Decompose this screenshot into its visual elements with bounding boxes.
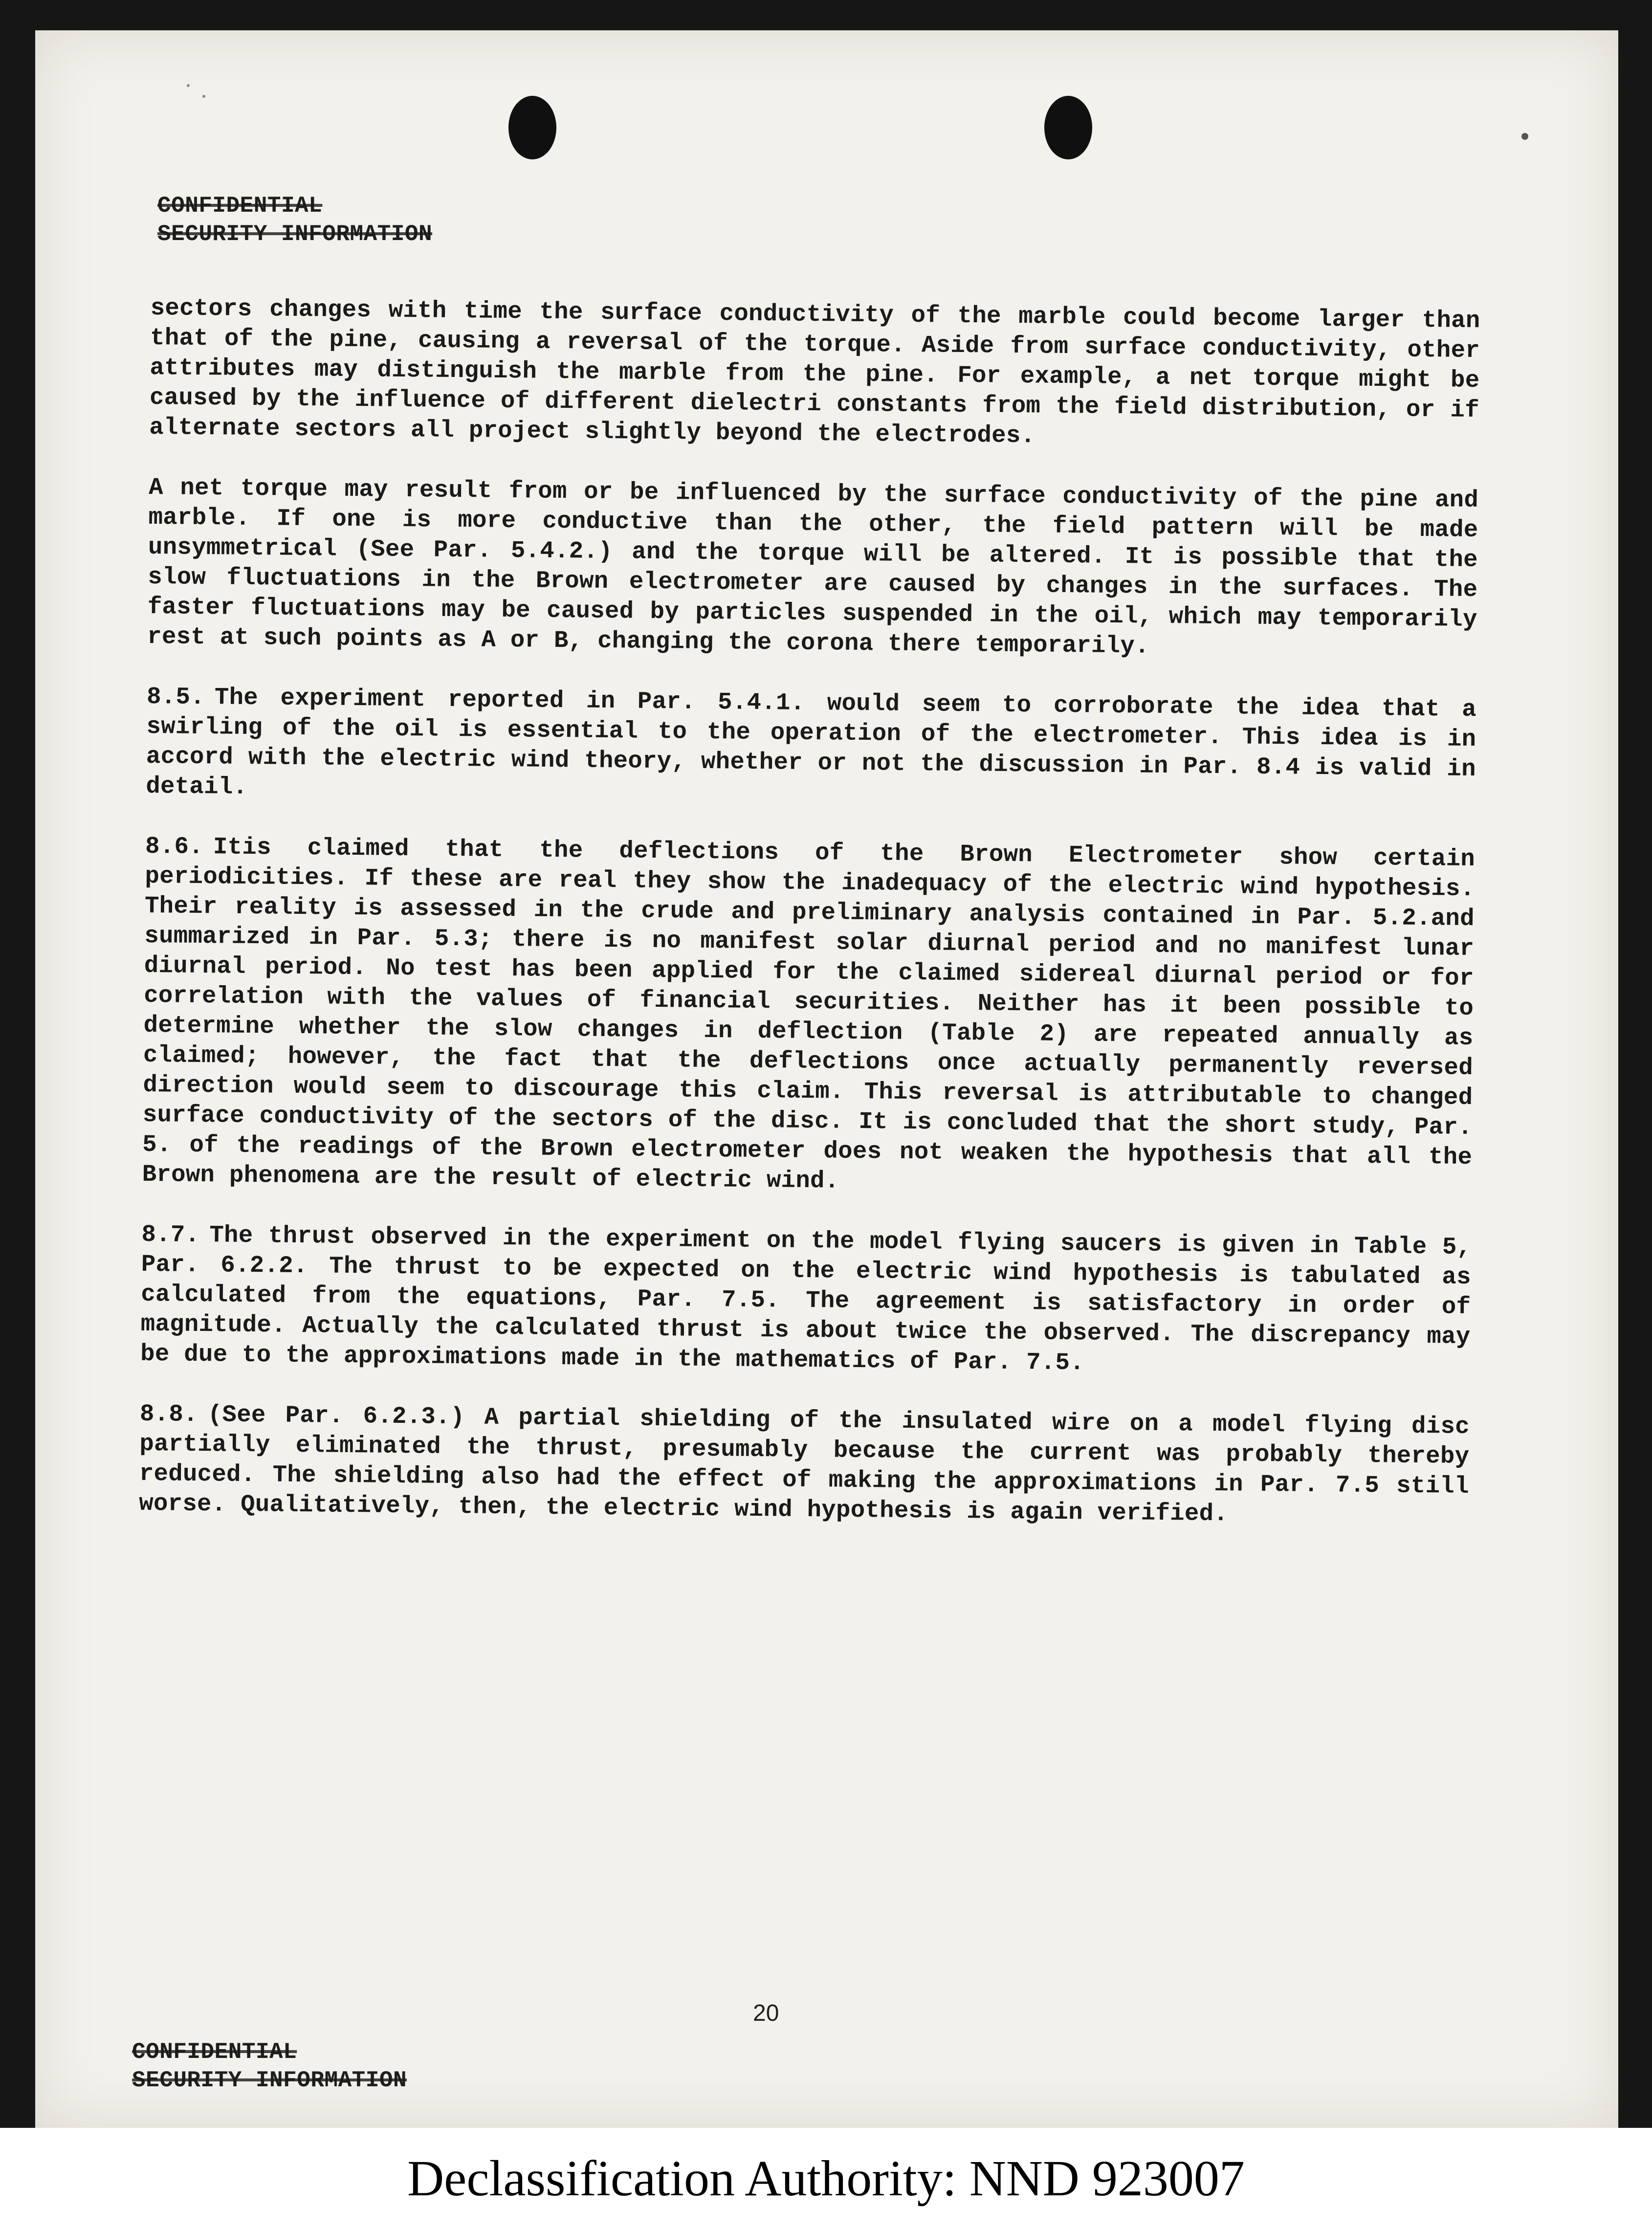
paragraph-8-7 bbox=[140, 1220, 1472, 1382]
paragraph-text: A net torque may result from or be influenced by the surface conductivity of the pine and marble. If one is more conductive than the other, the field pattern will be made unsymmetrical (See Par. 5.4.2.) and the torque will be altered. It is possible that the slow fluctuations in the Brown electrometer are caused by changes in the surfaces. The faster fluctuations may be caused by particles suspended in the oil, which may temporarily rest at such points as A or B, changing the corona there temporarily. bbox=[147, 473, 1479, 660]
header-marking-line2: SECURITY INFORMATION bbox=[157, 221, 433, 247]
page-number: 20 bbox=[753, 2000, 779, 2026]
header-classification-marking bbox=[157, 192, 432, 248]
paragraph-text: (See Par. 6.2.3.) A partial shielding of the insulated wire on a model flying disc partially eliminated the thrust, presumably because the current was probably thereby reduced. The shielding also had the effect of making the approximations in Par. 7.5 still worse. Qualitatively, then, the electric wind hypothesis is again verified. bbox=[138, 1401, 1470, 1528]
paragraph-continuation bbox=[149, 293, 1480, 455]
punch-hole-left bbox=[508, 96, 556, 159]
paragraph-number: 8.7. bbox=[141, 1220, 200, 1249]
paper-speck bbox=[1521, 133, 1528, 140]
punch-hole-right bbox=[1044, 96, 1092, 159]
paragraph-text: The experiment reported in Par. 5.4.1. would seem to corroborate the idea that a swirling of the oil is essential to the operation of the electrometer. This idea is in accord with the electric wind theory, whether or not the discussion in Par. 8.4 is valid in detail. bbox=[146, 684, 1477, 801]
paragraph-net-torque bbox=[147, 473, 1478, 664]
footer-marking-line1: CONFIDENTIAL bbox=[132, 2039, 297, 2065]
paragraph-number: 8.8. bbox=[139, 1400, 198, 1429]
paragraph-text: The thrust observed in the experiment on the model flying saucers is given in Table 5, Par. 6.2.2. The thrust to be expected on the electric wind hypothesis is tabulated as calculated from the equations, Par. 7.5. The agreement is satisfactory in order of magnitude. Actually the calculated thrust is about twice the observed. The discrepancy may be due to the approximations made in the mathematics of Par. 7.5. bbox=[140, 1221, 1472, 1377]
header-marking-line1: CONFIDENTIAL bbox=[157, 193, 323, 219]
paragraph-text: Itis claimed that the deflections of the Brown Electrometer show certain periodicities. If these are real they show the inadequacy of the electric wind hypothesis. Their reality is assessed in the crude and preliminary analysis contained in Par. 5.2.and summarized in Par. 5.3; there is no manifest solar diurnal period and no manifest lunar diurnal period. No test has been applied for the claimed sidereal diurnal period or for correlation with the values of financial securities. Neither has it been possible to determine whether the slow changes in deflection (Table 2) are repeated annually as claimed; however, the fact that the deflections once actually permanently reversed direction would seem to discourage this claim. This reversal is attributable to changed surface conductivity of the sectors of the disc. It is concluded that the short study, Par. 5. of the readings of the Brown electrometer does not weaken the hypothesis that all the Brown phenomena are the result of electric wind. bbox=[142, 833, 1476, 1195]
paper-speck bbox=[187, 84, 190, 87]
paragraph-8-6 bbox=[142, 832, 1475, 1202]
paragraph-text: sectors changes with time the surface conductivity of the marble could become larger than that of the pine, causing a reversal of the torque. Aside from surface conductivity, other attributes may distinguish the marble from the pine. For example, a net torque might be caused by the influence of different dielectri constants from the field distribution, or if alternate sectors all project slightly beyond the electrodes. bbox=[149, 294, 1480, 450]
paper-speck bbox=[202, 95, 205, 98]
paragraph-number: 8.5. bbox=[146, 683, 205, 711]
declassification-footer bbox=[0, 2128, 1652, 2232]
footer-marking-line2: SECURITY INFORMATION bbox=[132, 2068, 407, 2093]
paragraph-8-8 bbox=[139, 1399, 1470, 1531]
footer-classification-marking bbox=[132, 2038, 407, 2095]
body-text bbox=[138, 293, 1480, 1562]
paragraph-8-5 bbox=[146, 682, 1476, 814]
declassification-authority: Declassification Authority: NND 923007 bbox=[407, 2150, 1245, 2207]
paragraph-number: 8.6. bbox=[145, 832, 204, 861]
